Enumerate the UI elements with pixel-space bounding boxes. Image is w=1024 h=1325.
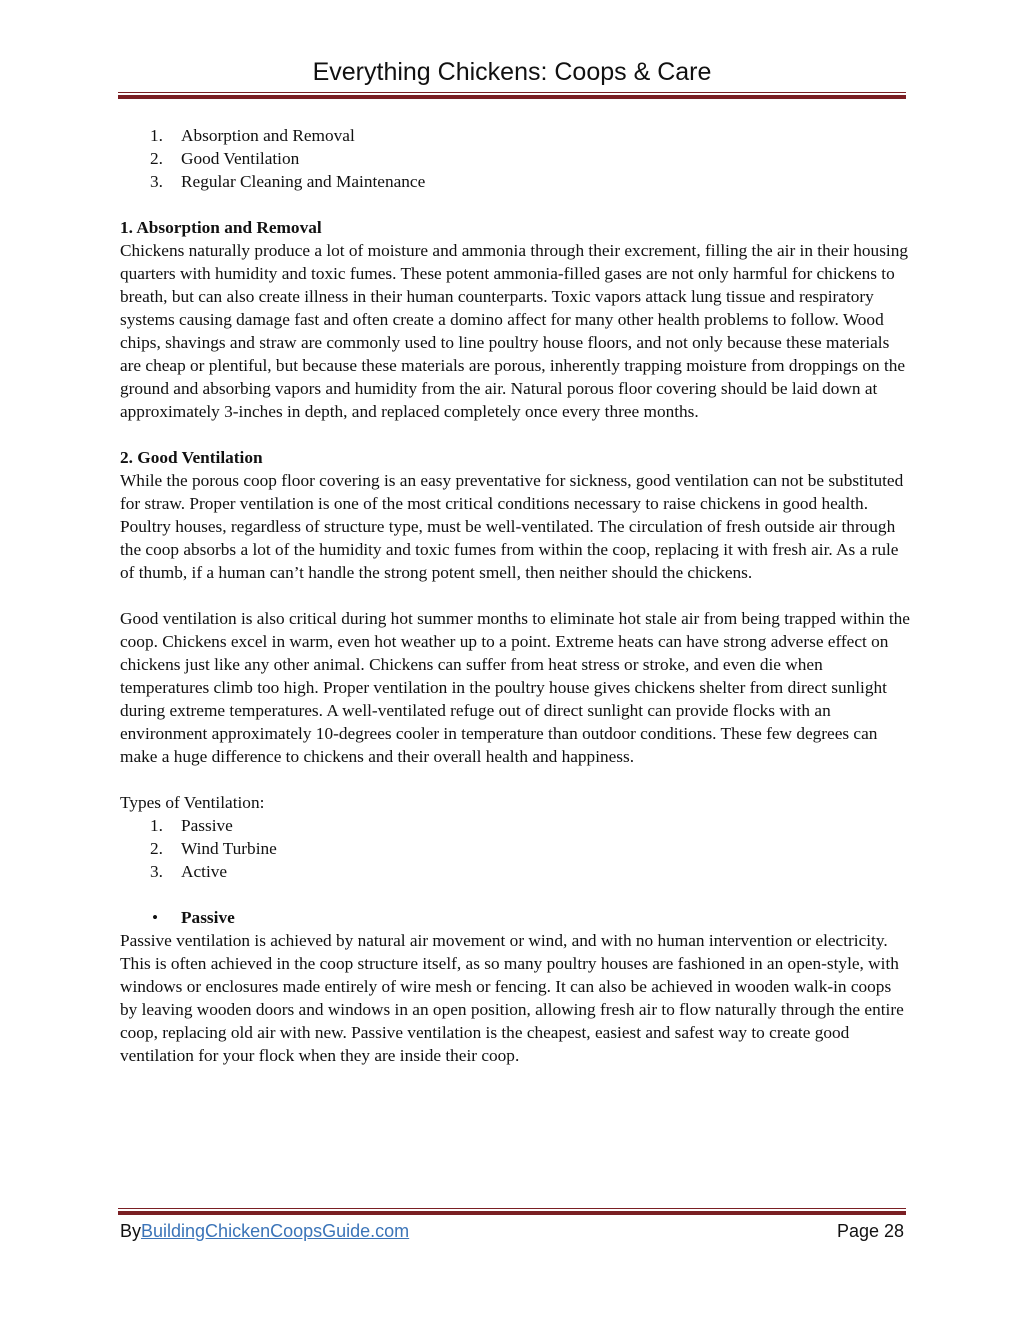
list-item	[120, 147, 910, 170]
passive-heading-text: Passive	[181, 908, 235, 927]
list-item	[120, 124, 910, 147]
list-number: 3.	[150, 172, 163, 191]
passive-paragraph: Passive ventilation is achieved by natural air movement or wind, and with no human intervention or electricity. This is often achieved in the coop structure itself, as so many poultry houses are fashioned in an open-style, with windows or enclosures made entirely of wire mesh or fencing. It can also be achieved in wooden walk-in coops by leaving wooden doors and windows in an open position, allowing fresh air to flow naturally through the entire coop, replacing old air with new. Passive ventilation is the cheapest, easiest and safest way to create good ventilation for your flock when they are inside their coop.	[120, 931, 904, 1065]
list-number: 1.	[150, 126, 163, 145]
bullet-icon: •	[152, 908, 159, 927]
list-item-text: Regular Cleaning and Maintenance	[181, 172, 426, 191]
footer-attribution	[120, 1221, 409, 1242]
ventilation-types-label: Types of Ventilation:	[120, 793, 265, 812]
ventilation-types-list	[120, 814, 910, 883]
list-number: 2.	[150, 149, 163, 168]
section-paragraph-ventilation-2: Good ventilation is also critical during hot summer months to eliminate hot stale air from being trapped within the coop. Chickens excel in warm, even hot weather up to a point. Extreme heats can have strong adverse effect on chickens just like any other animal. Chickens can suffer from heat stress or stroke, and even die when temperatures climb too high. Proper ventilation in the poultry house gives chickens shelter from direct sunlight during extreme temperatures. A well-ventilated refuge out of direct sunlight can provide flocks with an environment approximately 10-degrees cooler in temperature than outdoor conditions. These few degrees can make a huge difference to chickens and their overall health and happiness.	[120, 609, 910, 766]
list-item-text: Good Ventilation	[181, 149, 300, 168]
footer-rule-thin	[118, 1208, 906, 1209]
list-item-text: Absorption and Removal	[181, 126, 355, 145]
list-item	[120, 814, 910, 837]
list-number: 3.	[150, 862, 163, 881]
passive-heading	[120, 906, 910, 929]
page-header-title: Everything Chickens: Coops & Care	[312, 58, 712, 86]
footer-by-label: By	[120, 1221, 142, 1241]
footer-site-link[interactable]: BuildingChickenCoopsGuide.com	[141, 1221, 410, 1241]
intro-list	[120, 124, 910, 193]
list-item-text: Passive	[181, 816, 233, 835]
page-number: Page 28	[836, 1221, 904, 1241]
list-item	[120, 860, 910, 883]
list-item-text: Wind Turbine	[181, 839, 277, 858]
footer-rule-thick	[118, 1211, 906, 1215]
list-number: 1.	[150, 816, 163, 835]
list-item-text: Active	[181, 862, 228, 881]
section-paragraph-ventilation-1: While the porous coop floor covering is an easy preventative for sickness, good ventilation can not be substituted for straw. Proper ventilation is one of the most critical conditions necessary to raise chickens in good health. Poultry houses, regardless of structure type, must be well-ventilated. The circulation of fresh outside air through the coop absorbs a lot of the humidity and toxic fumes from within the coop, replacing it with fresh air. As a rule of thumb, if a human can’t handle the strong potent smell, then neither should the chickens.	[120, 471, 904, 582]
list-item	[120, 170, 910, 193]
section-heading-absorption: 1. Absorption and Removal	[120, 218, 322, 237]
header-rule-thin	[118, 92, 906, 93]
document-body	[120, 124, 910, 1067]
list-number: 2.	[150, 839, 163, 858]
list-item	[120, 837, 910, 860]
section-heading-ventilation: 2. Good Ventilation	[120, 448, 263, 467]
section-paragraph-absorption: Chickens naturally produce a lot of moisture and ammonia through their excrement, filling the air in their housing quarters with humidity and toxic fumes. These potent ammonia-filled gases are not only harmful for chickens to breath, but can also create illness in their human counterparts. Toxic vapors attack lung tissue and respiratory systems causing damage fast and often create a domino affect for many other health problems to follow. Wood chips, shavings and straw are commonly used to line poultry house floors, and not only because these materials are cheap or plentiful, but because these materials are porous, inherently trapping moisture from droppings on the ground and absorbing vapors and humidity from the air. Natural porous floor covering should be laid down at approximately 3-inches in depth, and replaced completely once every three months.	[120, 241, 909, 421]
header-rule-thick	[118, 95, 906, 99]
